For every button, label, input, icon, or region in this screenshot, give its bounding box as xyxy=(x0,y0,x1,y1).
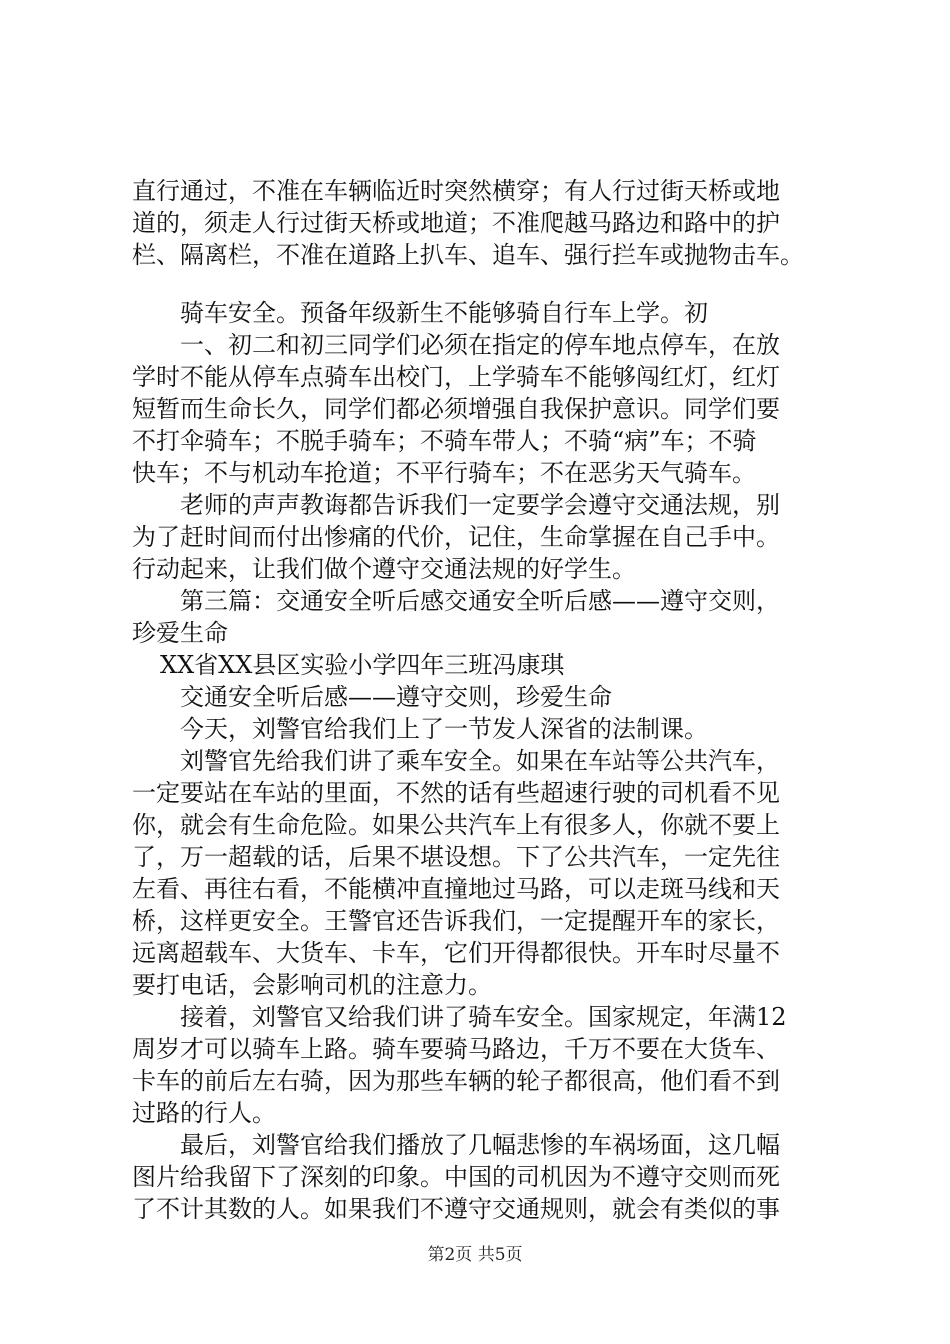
text-line: 栏、隔离栏，不准在道路上扒车、追车、强行拦车或抛物击车。 xyxy=(132,241,804,269)
text-line: 不打伞骑车；不脱手骑车；不骑车带人；不骑“病”车；不骑 xyxy=(132,427,757,455)
text-line: 远离超载车、大货车、卡车，它们开得都很快。开车时尽量不 xyxy=(132,939,780,967)
text-line: 学时不能从停车点骑车出校门，上学骑车不能够闯红灯，红灯 xyxy=(132,363,780,391)
section-heading: 第三篇：交通安全听后感交通安全听后感——遵守交则， xyxy=(180,587,780,615)
text-line: 为了赶时间而付出惨痛的代价，记住，生命掌握在自己手中。 xyxy=(132,523,780,551)
paragraph-start: 骑车安全。预备年级新生不能够骑自行车上学。初 xyxy=(180,299,708,327)
text-line: 左看、再往右看，不能横冲直撞地过马路，可以走斑马线和天 xyxy=(132,875,780,903)
author-line: XX省XX县区实验小学四年三班冯康琪 xyxy=(160,651,565,679)
text-line: 直行通过，不准在车辆临近时突然横穿；有人行过街天桥或地 xyxy=(132,177,780,205)
paragraph-start: 最后，刘警官给我们播放了几幅悲惨的车祸场面，这几幅 xyxy=(180,1131,780,1159)
text-line: 你，就会有生命危险。如果公共汽车上有很多人，你就不要上 xyxy=(132,811,780,839)
text-line: 图片给我留下了深刻的印象。中国的司机因为不遵守交则而死 xyxy=(132,1163,780,1191)
text-line: 周岁才可以骑车上路。骑车要骑马路边，千万不要在大货车、 xyxy=(132,1035,780,1063)
text-line: 一定要站在车站的里面，不然的话有些超速行驶的司机看不见 xyxy=(132,779,780,807)
text-line: 要打电话，会影响司机的注意力。 xyxy=(132,971,492,999)
text-line: 卡车的前后左右骑，因为那些车辆的轮子都很高，他们看不到 xyxy=(132,1067,780,1095)
text-line: 了，万一超载的话，后果不堪设想。下了公共汽车，一定先往 xyxy=(132,843,780,871)
text-line: 一、初二和初三同学们必须在指定的停车地点停车，在放 xyxy=(180,331,780,359)
paragraph-start: 刘警官先给我们讲了乘车安全。如果在车站等公共汽车， xyxy=(180,747,780,775)
section-heading-cont: 珍爱生命 xyxy=(132,619,228,647)
page-number-footer: 第2页 共5页 xyxy=(427,1245,523,1265)
text-line: 快车；不与机动车抢道；不平行骑车；不在恶劣天气骑车。 xyxy=(132,459,756,487)
text-line: 行动起来，让我们做个遵守交通法规的好学生。 xyxy=(132,555,636,583)
article-title: 交通安全听后感——遵守交则，珍爱生命 xyxy=(180,683,612,711)
paragraph-start: 老师的声声教诲都告诉我们一定要学会遵守交通法规，别 xyxy=(180,491,780,519)
text-line: 短暂而生命长久，同学们都必须增强自我保护意识。同学们要 xyxy=(132,395,780,423)
paragraph-start: 接着，刘警官又给我们讲了骑车安全。国家规定，年满12 xyxy=(180,1003,787,1031)
text-line: 过路的行人。 xyxy=(132,1099,276,1127)
text-line: 道的，须走人行过街天桥或地道；不准爬越马路边和路中的护 xyxy=(132,209,780,237)
text-line: 了不计其数的人。如果我们不遵守交通规则，就会有类似的事 xyxy=(132,1195,780,1223)
document-body xyxy=(132,175,832,1225)
text-line: 桥，这样更安全。王警官还告诉我们，一定提醒开车的家长， xyxy=(132,907,780,935)
paragraph-start: 今天，刘警官给我们上了一节发人深省的法制课。 xyxy=(180,715,708,743)
